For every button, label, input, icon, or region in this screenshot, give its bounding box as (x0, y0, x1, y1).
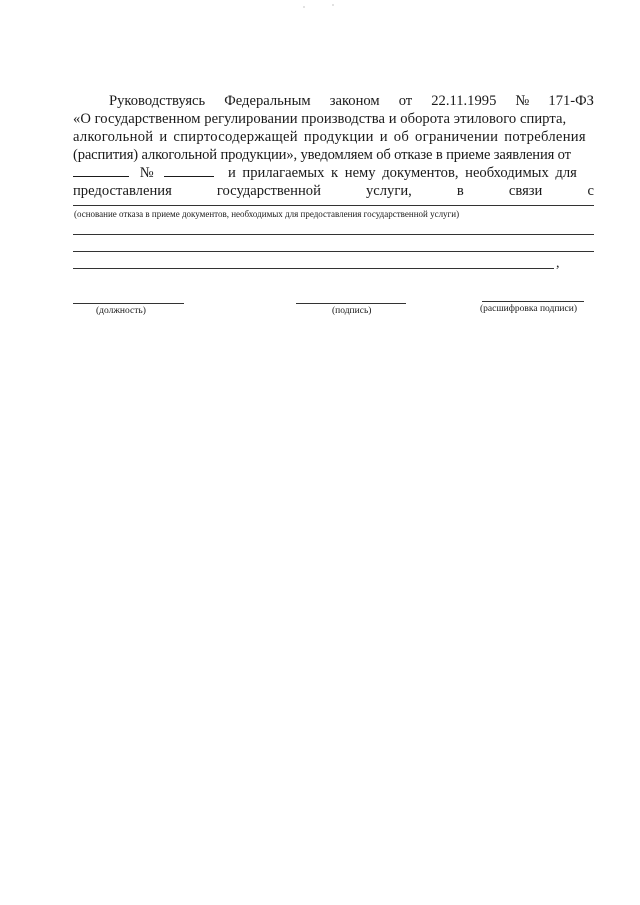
word: предоставления (73, 183, 172, 199)
word: Руководствуясь (109, 93, 206, 109)
word: Федеральным (224, 93, 311, 109)
law-date: 22.11.1995 (431, 93, 497, 109)
scan-artifact (332, 4, 334, 6)
paragraph-line-3: алкогольной и спиртосодержащей продукции и об ограничении потребления (73, 129, 586, 145)
paragraph-line-1 (73, 92, 594, 110)
paragraph-line-4: (распития) алкогольной продукции», уведомляем об отказе в приеме заявления от (73, 147, 571, 163)
number-sign: № (139, 165, 154, 181)
decoding-label: (расшифровка подписи) (480, 304, 577, 314)
paragraph-line-5 (73, 164, 594, 182)
paragraph-line-2: «О государственном регулировании производства и оборота этилового спирта, (73, 111, 567, 127)
reason-caption: (основание отказа в приеме документов, необходимых для предоставления государственной услуги) (74, 209, 460, 219)
word: услуги, (365, 183, 412, 199)
word: № (515, 93, 530, 109)
scan-artifact (303, 6, 305, 8)
word: государственной (216, 183, 321, 199)
line5-text: и прилагаемых к нему документов, необходимых для (227, 165, 577, 181)
paragraph-line-6 (73, 182, 594, 200)
reason-line-1[interactable] (73, 205, 594, 206)
signature-line[interactable] (296, 303, 406, 304)
law-number: 171-ФЗ (548, 93, 594, 109)
position-line[interactable] (73, 303, 184, 304)
reason-line-4[interactable] (73, 268, 554, 269)
notice-paragraph (73, 92, 594, 200)
trailing-comma: , (556, 256, 560, 271)
position-label: (должность) (96, 306, 146, 316)
signature-label: (подпись) (332, 306, 372, 316)
word: связи (508, 183, 543, 199)
word: от (398, 93, 413, 109)
word: с (587, 183, 594, 199)
word: законом (329, 93, 380, 109)
word: в (456, 183, 464, 199)
reason-line-3[interactable] (73, 251, 594, 252)
reason-line-2[interactable] (73, 234, 594, 235)
date-blank[interactable] (73, 164, 129, 177)
number-blank[interactable] (164, 164, 214, 177)
decoding-line[interactable] (482, 301, 584, 302)
